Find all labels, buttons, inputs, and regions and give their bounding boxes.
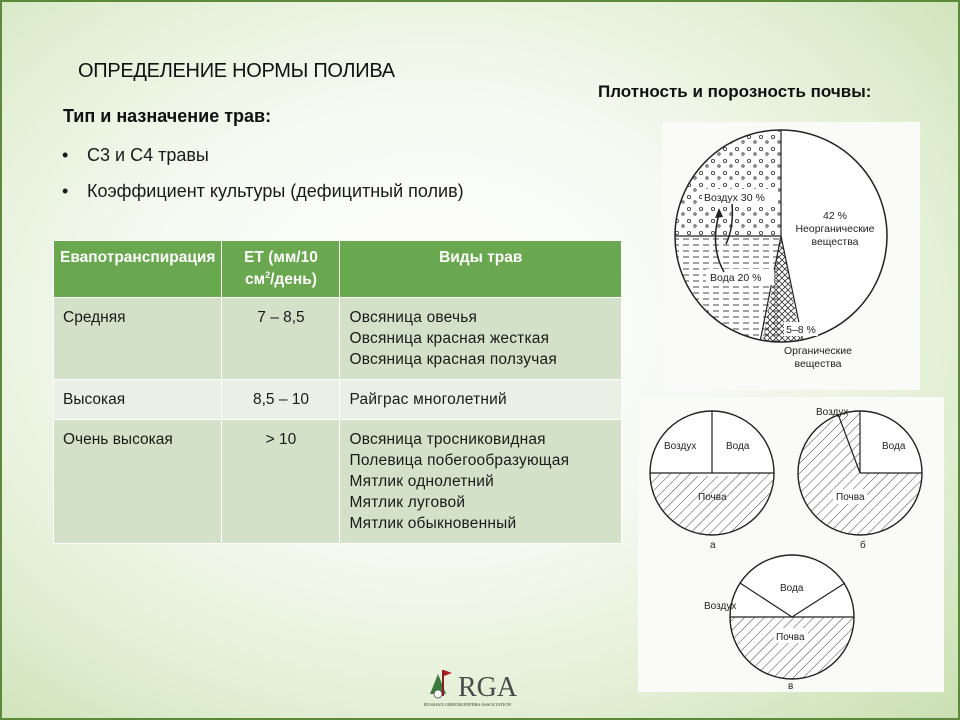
cell-grasses bbox=[340, 420, 622, 544]
table-row bbox=[54, 380, 622, 420]
cell-level: Высокая bbox=[54, 380, 222, 420]
grass-table bbox=[53, 240, 622, 544]
grass-name: Овсяница овечья bbox=[349, 309, 478, 326]
grass-name: Овсяница красная жесткая bbox=[349, 330, 550, 347]
cell-et: 8,5 – 10 bbox=[222, 380, 340, 420]
cell-grasses bbox=[340, 380, 622, 420]
table-header-row bbox=[54, 241, 622, 298]
bullet-item: • Коэффициент культуры (дефицитный полив) bbox=[62, 180, 492, 203]
water-label: Вода 20 % bbox=[710, 272, 762, 284]
pie-letter: б bbox=[860, 540, 866, 551]
inorganic-pct: 42 % bbox=[823, 210, 847, 222]
bullet-list bbox=[62, 144, 492, 216]
grass-name: Мятлик однолетний bbox=[349, 473, 495, 490]
inorganic-label: Неорганические bbox=[795, 223, 875, 235]
table-row bbox=[54, 420, 622, 544]
grass-name: Райграс многолетний bbox=[349, 391, 507, 408]
density-heading: Плотность и порозность почвы: bbox=[598, 82, 872, 101]
grass-name: Полевица побегообразующая bbox=[349, 452, 570, 469]
grass-name: Овсяница тросниковидная bbox=[349, 431, 546, 448]
pie-letter: а bbox=[710, 540, 716, 551]
header-grass-types: Виды трав bbox=[340, 241, 622, 298]
water-label: Вода bbox=[780, 583, 804, 594]
soil-density-figure bbox=[638, 397, 944, 692]
logo-text: RGA bbox=[458, 672, 518, 703]
air-sector bbox=[672, 122, 781, 236]
header-evapotranspiration: Евапотранспирация bbox=[54, 241, 222, 298]
grass-name: Овсяница красная ползучая bbox=[349, 351, 557, 368]
soil-composition-figure bbox=[662, 122, 920, 390]
table-row bbox=[54, 298, 622, 380]
soil-label: Почва bbox=[698, 492, 727, 503]
air-label: Воздух bbox=[664, 441, 697, 452]
rga-logo bbox=[424, 664, 540, 708]
cell-et: > 10 bbox=[222, 420, 340, 544]
cell-et: 7 – 8,5 bbox=[222, 298, 340, 380]
pie-letter: в bbox=[788, 681, 794, 692]
air-label: Воздух bbox=[816, 407, 849, 418]
slide-title: ОПРЕДЕЛЕНИЕ НОРМЫ ПОЛИВА bbox=[78, 60, 395, 82]
logo-caption: RUSSIAN GREENKEEPERS ASSOCIATION bbox=[424, 702, 512, 707]
cell-level: Средняя bbox=[54, 298, 222, 380]
header-et: ET (мм/10 $см^2/день$) bbox=[222, 241, 340, 298]
organic-label: Органические bbox=[784, 345, 852, 357]
water-label: Вода bbox=[726, 441, 750, 452]
soil-label: Почва bbox=[776, 632, 805, 643]
cell-level: Очень высокая bbox=[54, 420, 222, 544]
grass-name: Мятлик луговой bbox=[349, 494, 466, 511]
air-label: Воздух 30 % bbox=[704, 192, 765, 204]
organic-label-2: вещества bbox=[794, 358, 842, 370]
cell-grasses bbox=[340, 298, 622, 380]
bullet-item: • С3 и С4 травы bbox=[62, 144, 492, 167]
water-sector bbox=[672, 236, 781, 346]
soil-label: Почва bbox=[836, 492, 865, 503]
inorganic-label-2: вещества bbox=[811, 236, 859, 248]
water-label: Вода bbox=[882, 441, 906, 452]
organic-pct: 5–8 % bbox=[786, 324, 816, 336]
grass-name: Мятлик обыкновенный bbox=[349, 515, 517, 532]
air-label: Воздух bbox=[704, 601, 737, 612]
grass-type-heading: Тип и назначение трав: bbox=[63, 106, 272, 126]
